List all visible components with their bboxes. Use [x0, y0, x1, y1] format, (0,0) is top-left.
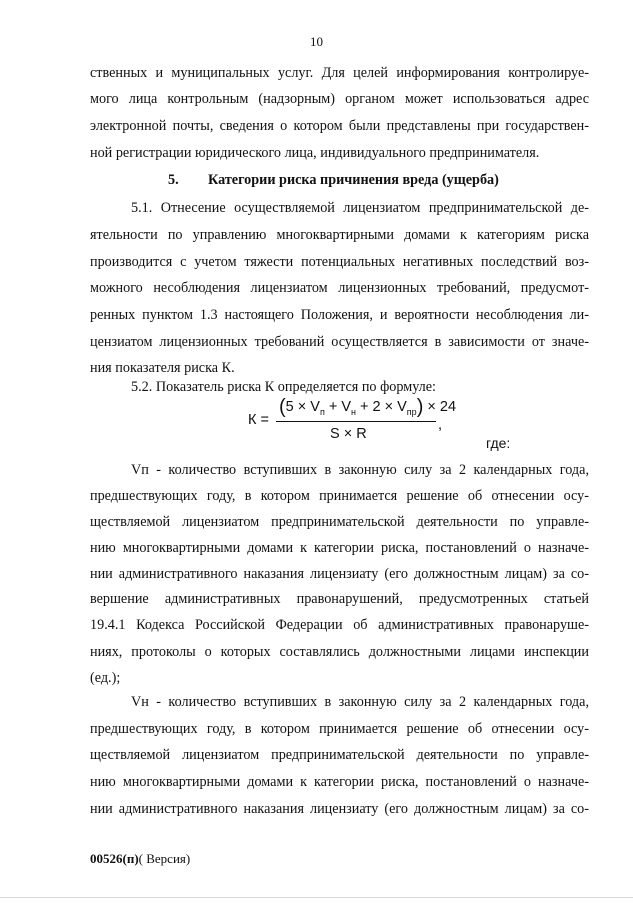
paren-open: ( — [279, 396, 286, 418]
text-line: производится с учетом тяжести потенциальных негативных последствий воз- — [90, 254, 589, 270]
page-edge-divider — [0, 897, 633, 898]
text-line: нию многоквартирными домами к категории риска, постановлений о назначе- — [90, 540, 589, 556]
document-footer — [90, 851, 190, 867]
document-version: ( Версия) — [138, 851, 191, 866]
fraction-bar — [276, 421, 436, 422]
text-line: ществляемой лицензиатом предпринимательской деятельности по управле- — [90, 514, 589, 530]
text-line: можного несоблюдения лицензиатом лицензионных требований, предусмот- — [90, 280, 589, 296]
text-line: (ед.); — [90, 670, 121, 686]
text-line: мого лица контрольным (надзорным) органом может использоваться адрес — [90, 91, 589, 107]
term-vpr: + 2 × V — [356, 399, 407, 415]
text-line: предшествующих году, в котором принимается решение об отнесении осу- — [90, 721, 589, 737]
text-line: предшествующих году, в котором принимается решение об отнесении осу- — [90, 488, 589, 504]
text-line: нии административного наказания лицензиату (его должностным лицам) за со- — [90, 801, 589, 817]
text-line: нию многоквартирными домами к категории риска, постановлений о назначе- — [90, 774, 589, 790]
sub-n: н — [351, 406, 356, 417]
text-line: электронной почты, сведения о котором были представлены при государствен- — [90, 118, 589, 134]
section-heading — [168, 172, 548, 189]
section-title: Категории риска причинения вреда (ущерба) — [208, 172, 499, 188]
term-multiplier: × 24 — [423, 399, 457, 415]
paren-close: ) — [416, 396, 424, 418]
text-line: ниях, протоколы о которых составлялись должностными лицами инспекции — [90, 644, 589, 660]
risk-formula — [238, 396, 498, 452]
text-line: 5.2. Показатель риска К определяется по формуле: — [131, 379, 437, 395]
term-vn: + V — [324, 399, 352, 415]
document-code: 00526(п) — [90, 851, 139, 866]
formula-denominator: S × R — [330, 426, 367, 442]
term-vp: 5 × V — [285, 399, 320, 415]
text-line: Vп - количество вступивших в законную силу за 2 календарных года, — [131, 462, 589, 478]
text-line: Vн - количество вступивших в законную силу за 2 календарных года, — [131, 694, 589, 710]
text-line: ния показателя риска К. — [90, 360, 235, 376]
text-line: ятельности по управлению многоквартирными домами к категориям риска — [90, 227, 589, 243]
sub-p: п — [319, 406, 325, 417]
formula-comma: , — [438, 417, 443, 433]
formula-numerator — [279, 396, 456, 419]
text-line: ренных пунктом 1.3 настоящего Положения, и вероятности несоблюдения ли- — [90, 307, 589, 323]
page-number: 10 — [310, 34, 323, 49]
text-line: 19.4.1 Кодекса Российской Федерации об административных правонаруше- — [90, 617, 589, 633]
sub-pr: пр — [406, 406, 417, 417]
text-line: вершение административных правонарушений, предусмотренных статьей — [90, 591, 589, 607]
text-line: нии административного наказания лицензиату (его должностным лицам) за со- — [90, 566, 589, 582]
formula-where: где: — [486, 435, 511, 451]
text-line: цензиатом лицензионных требований осуществляется в зависимости от значе- — [90, 334, 589, 350]
text-line: ственных и муниципальных услуг. Для целей информирования контролируе- — [90, 65, 589, 81]
text-line: ществляемой лицензиатом предпринимательской деятельности по управле- — [90, 747, 589, 763]
section-number: 5. — [168, 172, 179, 188]
formula-lhs: К = — [248, 412, 269, 428]
text-line: ной регистрации юридического лица, индивидуального предпринимателя. — [90, 145, 540, 161]
text-line: 5.1. Отнесение осуществляемой лицензиатом предпринимательской де- — [131, 200, 589, 216]
